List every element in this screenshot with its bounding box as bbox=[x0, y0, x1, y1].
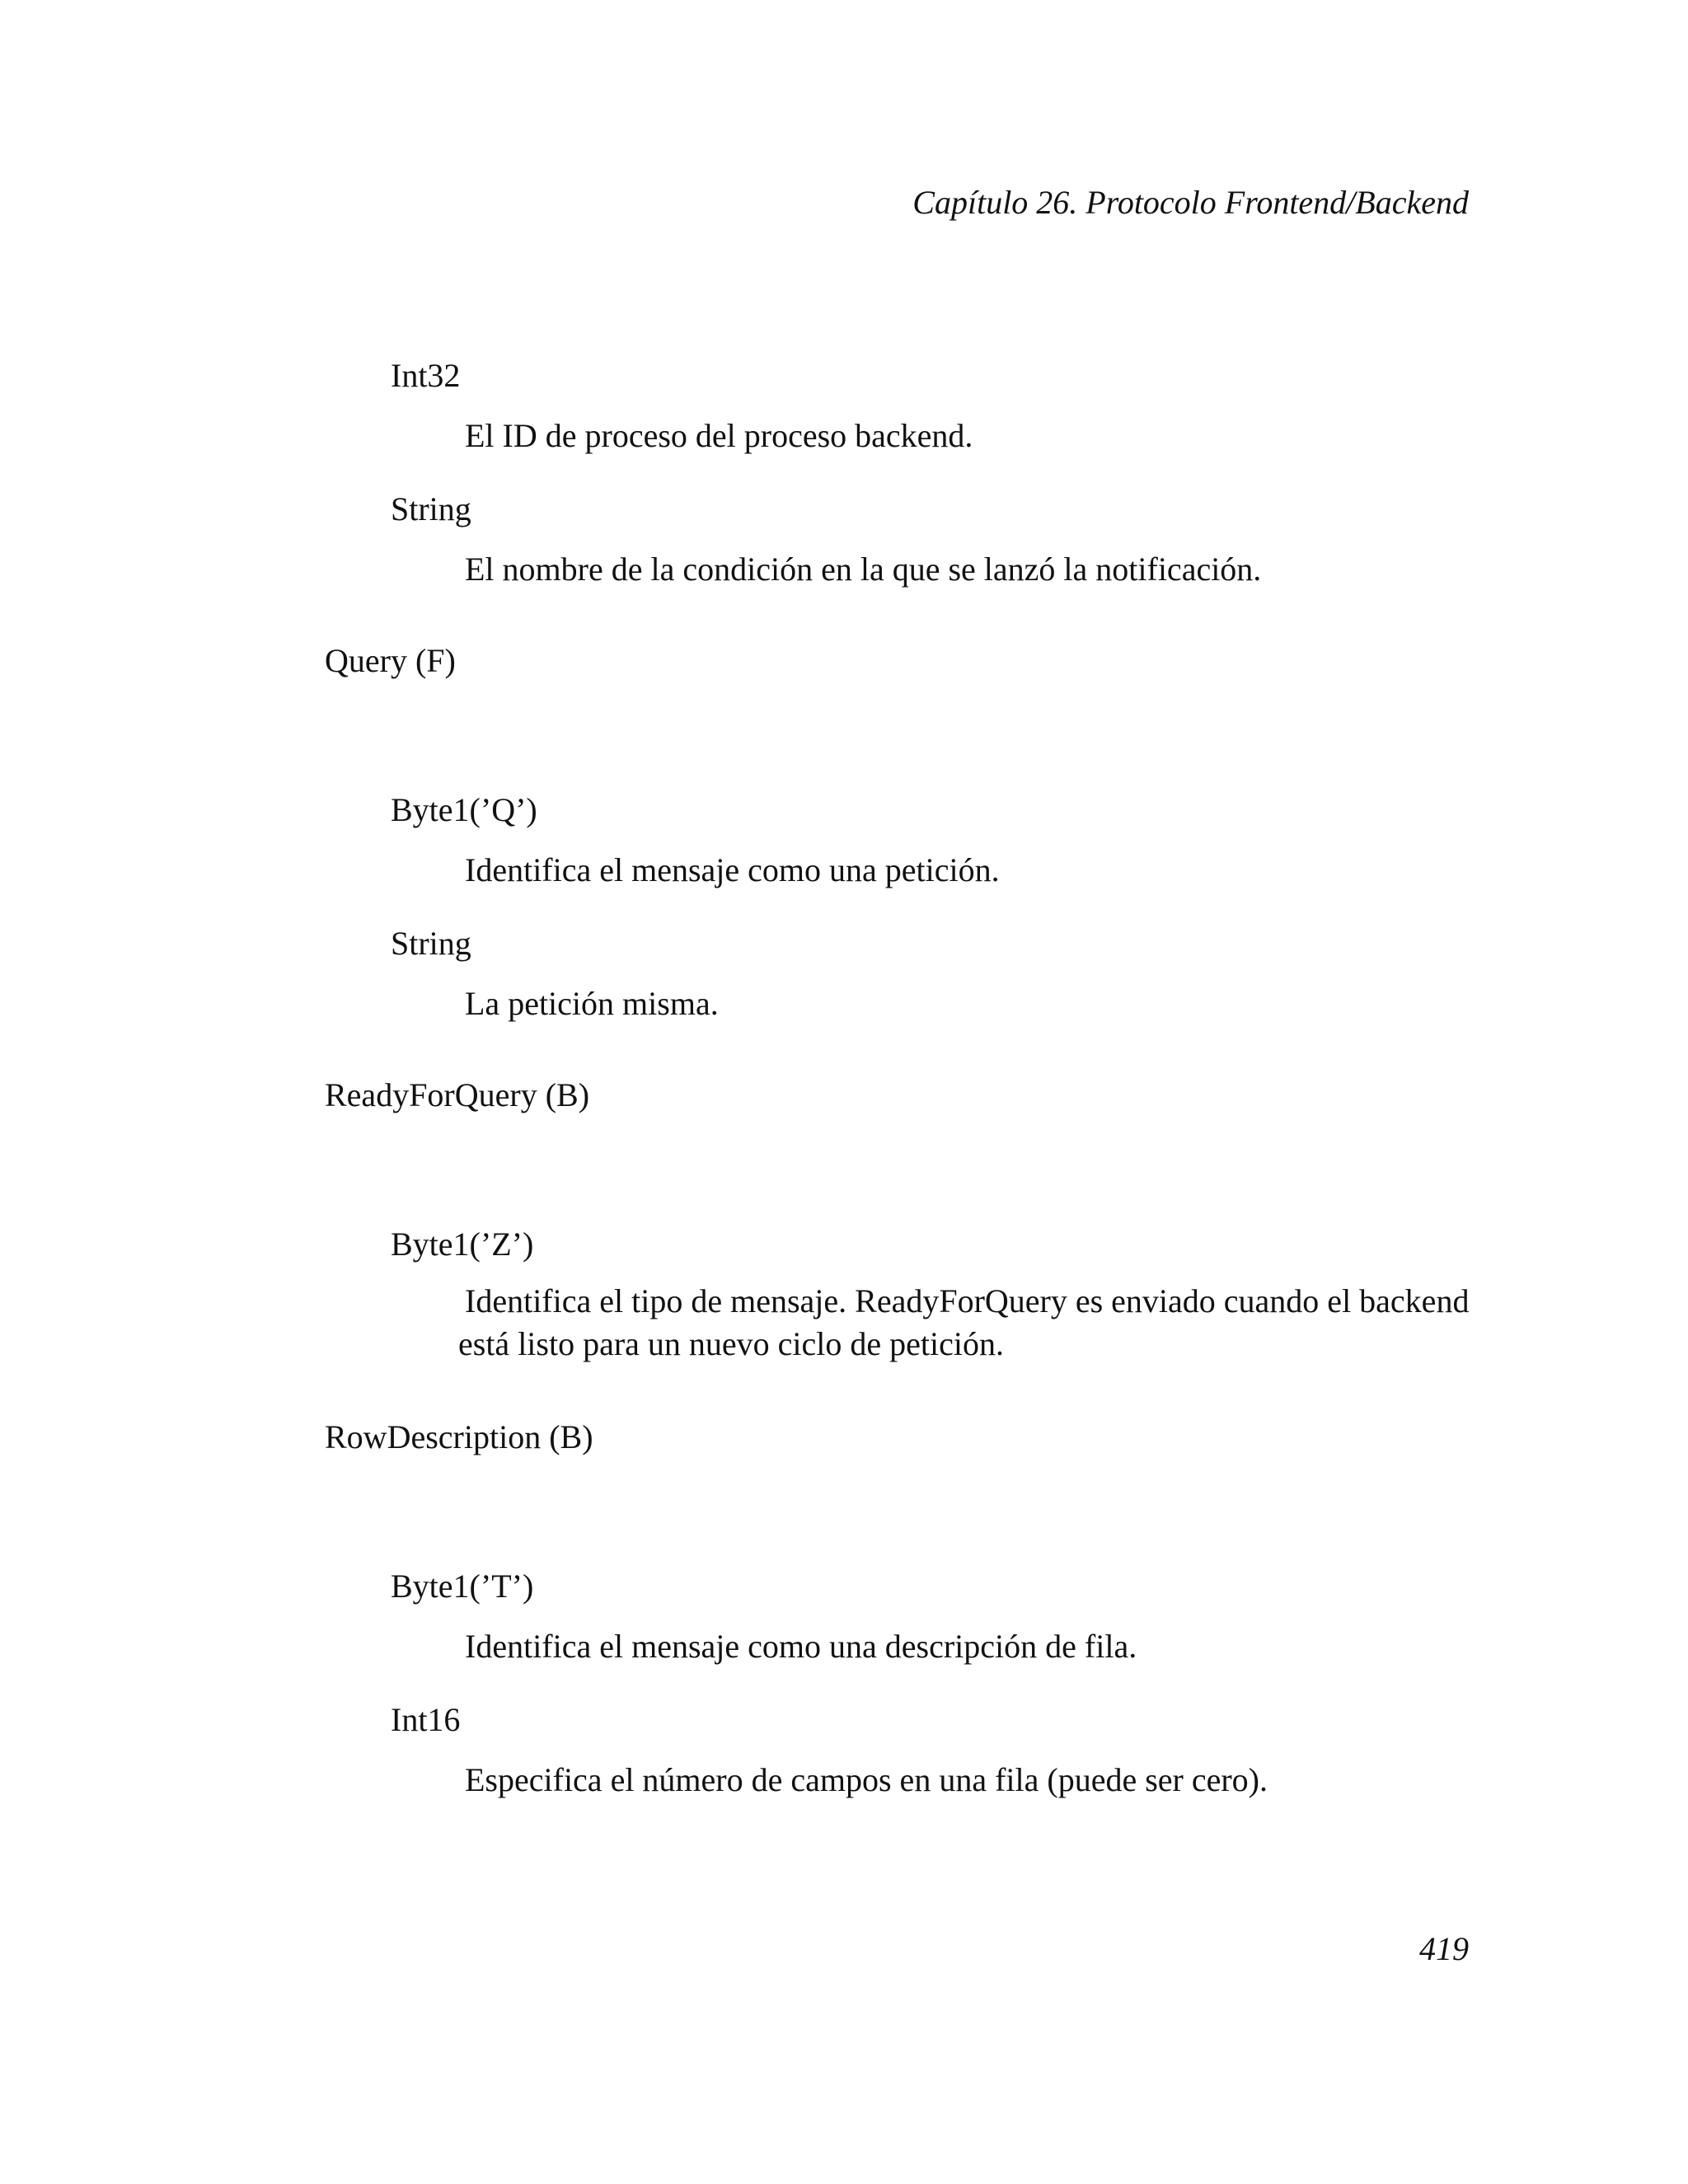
field-type-string: String bbox=[391, 490, 471, 527]
field-type-byte1: Byte1(’T’) bbox=[391, 1568, 534, 1605]
running-header: Capítulo 26. Protocolo Frontend/Backend bbox=[912, 184, 1469, 221]
message-name-readyforquery: ReadyForQuery (B) bbox=[325, 1076, 590, 1113]
message-name-query: Query (F) bbox=[325, 642, 456, 679]
field-type-byte1: Byte1(’Q’) bbox=[391, 791, 537, 828]
field-description: Identifica el mensaje como una descripción de fila. bbox=[465, 1628, 1137, 1665]
field-description: La petición misma. bbox=[465, 985, 719, 1022]
message-name-rowdescription: RowDescription (B) bbox=[325, 1418, 593, 1455]
field-type-int16: Int16 bbox=[391, 1701, 461, 1738]
field-description: El ID de proceso del proceso backend. bbox=[465, 417, 973, 454]
field-type-string: String bbox=[391, 925, 471, 962]
field-description: El nombre de la condición en la que se lanzó la notificación. bbox=[465, 551, 1262, 588]
field-type-byte1: Byte1(’Z’) bbox=[391, 1226, 534, 1263]
field-description: Identifica el tipo de mensaje. ReadyForQuery es enviado cuando el backend está listo para un nuevo ciclo de petición. bbox=[458, 1282, 1470, 1362]
page-number: 419 bbox=[1419, 1930, 1469, 1967]
field-description: Identifica el mensaje como una petición. bbox=[465, 851, 1000, 888]
field-type-int32: Int32 bbox=[391, 357, 461, 394]
field-description: Especifica el número de campos en una fila (puede ser cero). bbox=[465, 1761, 1268, 1798]
